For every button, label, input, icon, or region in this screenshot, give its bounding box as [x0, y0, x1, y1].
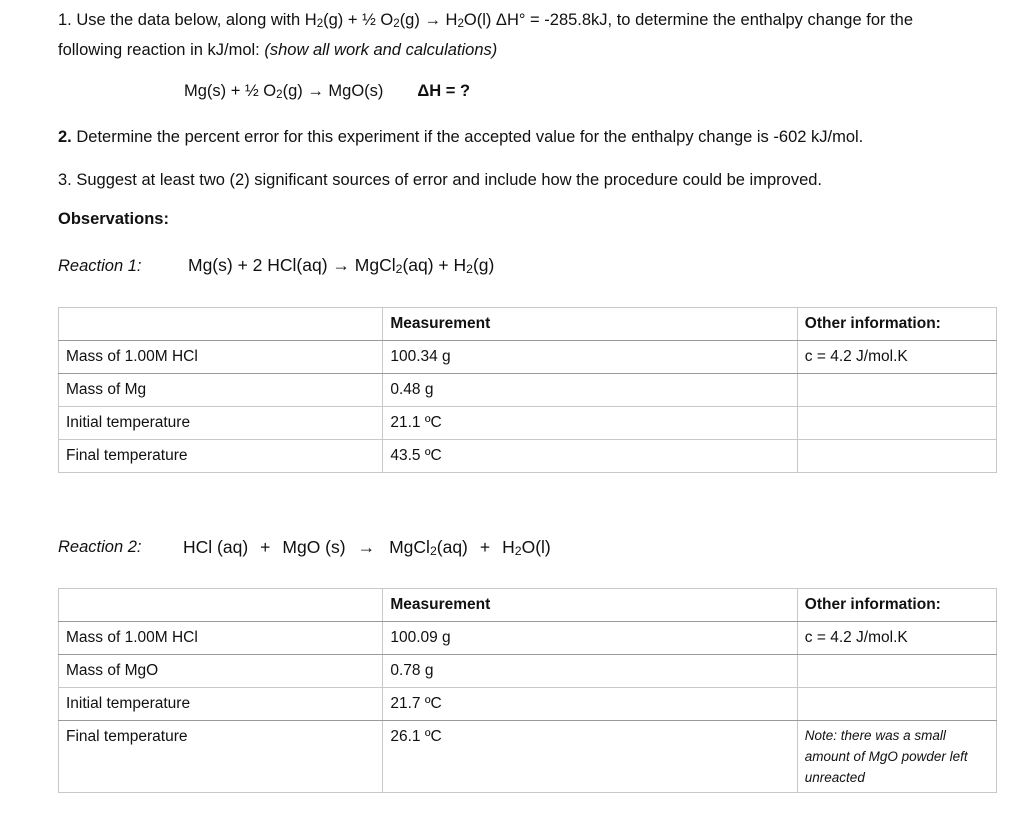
- question-number: 2.: [58, 128, 72, 146]
- header-other-info: Other information:: [797, 589, 996, 622]
- row-value: 0.48 g: [383, 374, 797, 407]
- table-corner-cell: [59, 308, 383, 341]
- row-value: 21.1 ºC: [383, 407, 797, 440]
- subscript: 2: [276, 89, 283, 101]
- table-header-row: [59, 308, 997, 341]
- subscript: 2: [466, 262, 473, 276]
- table-row: [59, 622, 997, 655]
- question-1-text-c: (g) → H: [399, 11, 458, 29]
- reaction-1-table: [58, 307, 997, 473]
- target-reaction-left: Mg(s) + ½ O: [184, 82, 277, 100]
- row-label: Final temperature: [59, 440, 383, 473]
- question-2: [58, 124, 863, 150]
- reaction-2-eq-b: MgO (s): [282, 537, 346, 557]
- row-label: Final temperature: [59, 721, 383, 793]
- row-label: Initial temperature: [59, 407, 383, 440]
- row-value: 21.7 ºC: [383, 688, 797, 721]
- subscript: 2: [393, 18, 400, 30]
- plus-sign: +: [260, 537, 271, 557]
- question-1-text-d: O(l) ΔH° = -285.8kJ, to determine the enthalpy change for the: [463, 11, 914, 29]
- row-other: c = 4.2 J/mol.K: [797, 341, 996, 374]
- reaction-2-eq-a: HCl (aq): [183, 537, 249, 557]
- table-row: [59, 721, 997, 793]
- reaction-1-eq-b: (aq) + H: [402, 255, 467, 275]
- table-row: [59, 341, 997, 374]
- row-value: 26.1 ºC: [383, 721, 797, 793]
- question-number: 1.: [58, 11, 72, 29]
- table-row: [59, 688, 997, 721]
- reaction-1-label: Reaction 1:: [58, 257, 142, 275]
- reaction-1-eq-c: (g): [472, 255, 495, 275]
- row-label: Mass of Mg: [59, 374, 383, 407]
- header-measurement: Measurement: [383, 308, 797, 341]
- observations-heading: Observations:: [58, 210, 169, 228]
- plus-sign: +: [479, 537, 491, 557]
- subscript: 2: [514, 544, 522, 558]
- row-label: Mass of MgO: [59, 655, 383, 688]
- reaction-1-eq-a: Mg(s) + 2 HCl(aq) → MgCl: [188, 255, 396, 275]
- reaction-2-eq-e: H: [502, 537, 515, 557]
- delta-h-unknown: ΔH = ?: [417, 82, 471, 100]
- reaction-2-equation: [183, 537, 551, 558]
- header-other-info: Other information:: [797, 308, 996, 341]
- reaction-2-eq-f: O(l): [521, 537, 551, 557]
- question-1-line-1: [58, 7, 1008, 37]
- row-other: [797, 688, 996, 721]
- row-note: Note: there was a small amount of MgO powder left unreacted: [797, 721, 996, 793]
- row-other: [797, 374, 996, 407]
- row-other: [797, 407, 996, 440]
- row-label: Mass of 1.00M HCl: [59, 341, 383, 374]
- question-1-instruction: (show all work and calculations): [264, 41, 498, 59]
- row-other: [797, 440, 996, 473]
- reaction-2-table: [58, 588, 997, 793]
- row-label: Initial temperature: [59, 688, 383, 721]
- question-1: [58, 7, 1008, 63]
- table-header-row: [59, 589, 997, 622]
- table-row: [59, 440, 997, 473]
- target-reaction-right: (g) → MgO(s): [282, 82, 384, 100]
- subscript: 2: [457, 18, 464, 30]
- row-value: 100.34 g: [383, 341, 797, 374]
- reaction-2-eq-c: MgCl: [389, 537, 430, 557]
- header-measurement: Measurement: [383, 589, 797, 622]
- row-label: Mass of 1.00M HCl: [59, 622, 383, 655]
- row-other: c = 4.2 J/mol.K: [797, 622, 996, 655]
- reaction-1-equation: [188, 255, 494, 276]
- row-value: 0.78 g: [383, 655, 797, 688]
- question-1-text-e: following reaction in kJ/mol:: [58, 41, 265, 59]
- question-1-text-b: (g) + ½ O: [323, 11, 394, 29]
- target-reaction: [184, 82, 470, 101]
- question-3: 3. Suggest at least two (2) significant sources of error and include how the procedure could be improved.: [58, 171, 823, 189]
- reaction-2-eq-d: (aq): [436, 537, 468, 557]
- reaction-2-label: Reaction 2:: [58, 538, 142, 556]
- question-1-line-2: [58, 37, 1008, 63]
- row-other: [797, 655, 996, 688]
- question-1-text-a: Use the data below, along with H: [76, 11, 317, 29]
- arrow-icon: →: [357, 537, 376, 557]
- subscript: 2: [316, 18, 324, 30]
- row-value: 100.09 g: [383, 622, 797, 655]
- table-row: [59, 655, 997, 688]
- row-value: 43.5 ºC: [383, 440, 797, 473]
- subscript: 2: [395, 262, 403, 276]
- subscript: 2: [429, 544, 437, 558]
- table-row: [59, 407, 997, 440]
- question-2-text: Determine the percent error for this experiment if the accepted value for the enthalpy change is -602 kJ/mol.: [71, 128, 864, 146]
- table-corner-cell: [59, 589, 383, 622]
- table-row: [59, 374, 997, 407]
